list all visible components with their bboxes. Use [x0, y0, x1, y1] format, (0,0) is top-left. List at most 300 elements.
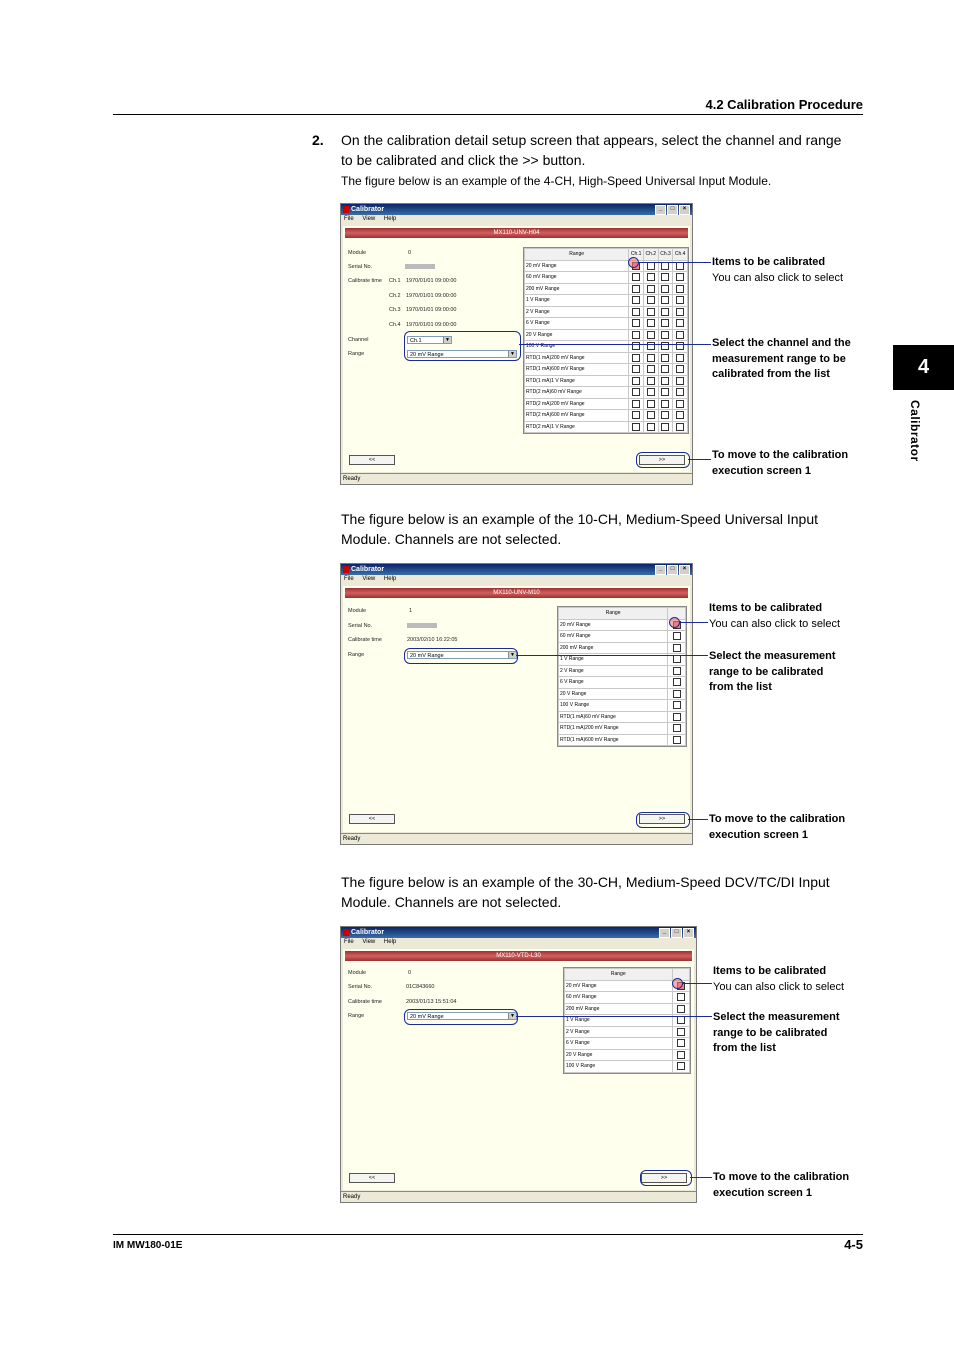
range-row	[525, 375, 688, 387]
module-label: Module	[348, 970, 367, 976]
checkbox-cell	[643, 421, 658, 433]
annotation-line: execution screen 1	[713, 1186, 813, 1199]
calibrate-checkbox[interactable]	[677, 1062, 685, 1070]
calibrate-checkbox[interactable]	[632, 354, 640, 362]
calibrate-checkbox[interactable]	[661, 331, 669, 339]
calibrate-checkbox[interactable]	[673, 713, 681, 721]
calibrate-checkbox[interactable]	[632, 423, 640, 431]
checkbox-cell	[673, 329, 688, 341]
annotation-line: Select the channel and the	[712, 337, 851, 349]
annotation-line: Select the measurement	[709, 650, 836, 662]
calib-time-label: Calibrate time	[348, 278, 382, 284]
checkbox-cell	[668, 734, 686, 746]
calibrate-checkbox[interactable]	[676, 285, 684, 293]
annotation-sub: You can also click to select	[709, 617, 841, 630]
doc-id: IM MW180-01E	[113, 1240, 183, 1251]
range-name[interactable]: 60 mV Range	[559, 631, 668, 643]
range-name[interactable]: 6 V Range	[525, 318, 629, 330]
annotation-select	[709, 649, 836, 696]
leader-line	[683, 983, 712, 984]
chevron-down-icon: ▼	[508, 1013, 516, 1019]
checkbox-cell	[643, 295, 658, 307]
range-row	[565, 1061, 690, 1073]
checkbox-cell	[643, 364, 658, 376]
calibrate-checkbox[interactable]	[632, 308, 640, 316]
checkbox-cell	[658, 398, 673, 410]
annotation-move	[709, 812, 845, 843]
calibrate-checkbox[interactable]	[647, 354, 655, 362]
range-name[interactable]: 20 V Range	[525, 329, 629, 341]
checkbox-cell	[673, 272, 688, 284]
checkbox-cell	[643, 410, 658, 422]
range-row	[559, 665, 686, 677]
range-column-header: Range	[559, 608, 668, 620]
range-name[interactable]: 20 mV Range	[559, 619, 668, 631]
range-name[interactable]: 60 mV Range	[565, 992, 673, 1004]
menu-help[interactable]: Help	[383, 576, 397, 582]
menu-view[interactable]: View	[362, 939, 376, 945]
checkbox-cell	[672, 992, 690, 1004]
range-name[interactable]: RTD(1 mA)60 mV Range	[559, 711, 668, 723]
module-label: Module	[348, 250, 367, 256]
calibrate-checkbox[interactable]	[676, 423, 684, 431]
calibrate-checkbox[interactable]	[676, 319, 684, 327]
menu-bar	[341, 215, 692, 224]
minimize-icon[interactable]: _	[655, 565, 666, 575]
range-row	[559, 642, 686, 654]
checkbox-cell	[629, 341, 644, 353]
calibrate-checkbox[interactable]	[676, 296, 684, 304]
range-grid	[523, 247, 689, 434]
checkbox-cell	[673, 375, 688, 387]
checkbox-cell	[629, 318, 644, 330]
calibrate-checkbox[interactable]	[661, 285, 669, 293]
next-button[interactable]: >>	[641, 1173, 687, 1183]
back-button[interactable]: <<	[349, 455, 395, 465]
calibrate-checkbox[interactable]	[676, 377, 684, 385]
calib-time: 2003/02/10 16:22:05	[407, 637, 458, 643]
checkbox-cell	[658, 341, 673, 353]
calibrate-checkbox[interactable]	[647, 296, 655, 304]
paragraph-2	[341, 509, 818, 549]
step-text-line: On the calibration detail setup screen that appears, select the channel and range	[341, 132, 842, 148]
calibrate-checkbox[interactable]	[661, 388, 669, 396]
range-name[interactable]: 200 mV Range	[565, 1003, 673, 1015]
minimize-icon[interactable]: _	[655, 205, 666, 215]
calibrate-checkbox[interactable]	[673, 667, 681, 675]
calibrate-checkbox[interactable]	[677, 1005, 685, 1013]
range-name[interactable]: 20 mV Range	[565, 980, 673, 992]
calibrate-checkbox[interactable]	[661, 354, 669, 362]
channel-select-value: Ch.1	[410, 338, 422, 344]
calibrate-checkbox[interactable]	[673, 644, 681, 652]
chevron-down-icon: ▼	[443, 337, 451, 343]
calibrate-checkbox[interactable]	[632, 411, 640, 419]
checkbox-cell	[673, 283, 688, 295]
window-title: Calibrator	[351, 566, 385, 573]
checkbox-cell	[673, 387, 688, 399]
range-name[interactable]: RTD(1 mA)200 mV Range	[559, 723, 668, 735]
calibrate-checkbox[interactable]	[677, 1016, 685, 1024]
annotation-line: from the list	[713, 1042, 776, 1054]
checkbox-cell	[658, 306, 673, 318]
range-name[interactable]: 20 V Range	[559, 688, 668, 700]
checkbox-cell	[658, 364, 673, 376]
range-name[interactable]: RTD(2 mA)60 mV Range	[525, 387, 629, 399]
calibrate-checkbox[interactable]	[647, 377, 655, 385]
range-name[interactable]: 1 V Range	[565, 1015, 673, 1027]
annotation-select	[713, 1010, 840, 1057]
checkbox-highlight	[669, 617, 680, 628]
range-row	[525, 410, 688, 422]
checkbox-cell	[643, 283, 658, 295]
checkbox-cell	[629, 398, 644, 410]
chapter-tab: 4	[893, 345, 954, 390]
range-row	[525, 352, 688, 364]
next-button-highlight	[636, 812, 690, 828]
channel-column-header: Ch.1	[629, 249, 644, 261]
range-name[interactable]: 200 mV Range	[559, 642, 668, 654]
calibrate-checkbox[interactable]	[647, 308, 655, 316]
range-name[interactable]: RTD(1 mA)1 V Range	[525, 375, 629, 387]
calibrate-checkbox[interactable]	[676, 331, 684, 339]
calibrate-checkbox[interactable]	[673, 736, 681, 744]
calibrate-checkbox[interactable]	[673, 655, 681, 663]
calibrate-checkbox[interactable]	[676, 354, 684, 362]
range-name[interactable]: 200 mV Range	[525, 283, 629, 295]
range-name[interactable]: 100 V Range	[559, 700, 668, 712]
calibrate-checkbox[interactable]	[676, 308, 684, 316]
step-text	[341, 130, 841, 170]
calib-time: 1970/01/01 09:00:00	[406, 307, 457, 313]
range-row	[565, 980, 690, 992]
annotation-line: execution screen 1	[712, 464, 812, 477]
leader-line	[519, 344, 711, 345]
module-banner: MX110-UNV-M10	[345, 588, 688, 598]
leader-line	[688, 819, 708, 820]
range-row	[525, 398, 688, 410]
checkbox-cell	[658, 318, 673, 330]
serial-value-blurred	[407, 623, 437, 628]
checkbox-cell	[668, 642, 686, 654]
calibrate-checkbox[interactable]	[661, 400, 669, 408]
calibrate-checkbox[interactable]	[677, 993, 685, 1001]
calibrate-checkbox[interactable]	[632, 365, 640, 373]
section-title: 4.2 Calibration Procedure	[705, 97, 863, 112]
range-row	[525, 329, 688, 341]
checkbox-cell	[629, 283, 644, 295]
calibrate-checkbox[interactable]	[661, 319, 669, 327]
annotation-sub: You can also click to select	[712, 271, 844, 284]
close-icon[interactable]: ×	[683, 928, 694, 938]
checkbox-cell	[673, 398, 688, 410]
annotation-line: To move to the calibration	[712, 449, 849, 461]
menu-view[interactable]: View	[362, 576, 376, 582]
checkbox-cell	[668, 677, 686, 689]
checkbox-cell	[672, 1049, 690, 1061]
calibrator-window-10ch	[340, 563, 693, 845]
checkbox-cell	[629, 364, 644, 376]
range-name[interactable]: 6 V Range	[559, 677, 668, 689]
checkbox-cell	[668, 700, 686, 712]
range-label: Range	[348, 351, 365, 357]
calibrate-checkbox[interactable]	[676, 365, 684, 373]
calibrate-checkbox[interactable]	[647, 423, 655, 431]
calibrate-checkbox[interactable]	[676, 273, 684, 281]
range-row	[559, 688, 686, 700]
range-select-value: 20 mV Range	[410, 1014, 444, 1020]
annotation-items	[709, 601, 840, 632]
checkbox-cell	[658, 375, 673, 387]
calib-ch: Ch.3	[389, 307, 401, 313]
checkbox-cell	[658, 295, 673, 307]
menu-help[interactable]: Help	[383, 939, 397, 945]
range-label: Range	[348, 652, 365, 658]
module-label: Module	[348, 608, 367, 614]
module-value: 0	[408, 970, 412, 976]
annotation-line: range to be calibrated	[713, 1026, 828, 1039]
minimize-icon[interactable]: _	[659, 928, 670, 938]
checkbox-cell	[643, 341, 658, 353]
calibrate-checkbox[interactable]	[676, 411, 684, 419]
checkbox-cell	[673, 295, 688, 307]
calibrate-checkbox[interactable]	[632, 296, 640, 304]
annotation-sub: You can also click to select	[713, 980, 845, 993]
checkbox-cell	[668, 665, 686, 677]
checkbox-highlight	[672, 978, 683, 989]
range-name[interactable]: 20 V Range	[565, 1049, 673, 1061]
calibrate-checkbox[interactable]	[647, 400, 655, 408]
module-value: 1	[409, 608, 413, 614]
range-name[interactable]: 100 V Range	[565, 1061, 673, 1073]
leader-line	[690, 1177, 712, 1178]
calibrate-checkbox[interactable]	[661, 411, 669, 419]
status-bar: Ready	[341, 473, 692, 484]
range-name[interactable]: RTD(2 mA)600 mV Range	[525, 410, 629, 422]
range-name[interactable]: 100 V Range	[525, 341, 629, 353]
checkbox-cell	[643, 306, 658, 318]
annotation-line: execution screen 1	[709, 828, 809, 841]
calibrate-checkbox[interactable]	[673, 678, 681, 686]
back-button[interactable]: <<	[349, 814, 395, 824]
close-icon[interactable]: ×	[679, 565, 690, 575]
menu-view[interactable]: View	[362, 216, 376, 222]
leader-line	[680, 622, 708, 623]
calib-time-label: Calibrate time	[348, 637, 382, 643]
step-note: The figure below is an example of the 4-CH, High-Speed Universal Input Module.	[341, 174, 772, 188]
status-bar: Ready	[341, 1191, 696, 1202]
window-content	[343, 949, 694, 1190]
calibrate-checkbox[interactable]	[632, 331, 640, 339]
range-row	[565, 1038, 690, 1050]
range-name[interactable]: 20 mV Range	[525, 260, 629, 272]
window-titlebar	[341, 927, 696, 938]
annotation-line: from the list	[709, 681, 772, 693]
serial-label: Serial No.	[348, 984, 373, 990]
calibrate-checkbox[interactable]	[676, 388, 684, 396]
annotation-line: range to be calibrated	[709, 665, 824, 678]
checkbox-cell	[658, 421, 673, 433]
calibrate-checkbox[interactable]	[676, 400, 684, 408]
range-name[interactable]: RTD(2 mA)200 mV Range	[525, 398, 629, 410]
calibrate-checkbox[interactable]	[661, 296, 669, 304]
range-grid	[557, 606, 687, 747]
next-button[interactable]: >>	[639, 455, 685, 465]
maximize-icon[interactable]: □	[667, 565, 678, 575]
annotation-select	[712, 336, 851, 383]
checkbox-cell	[629, 329, 644, 341]
checkbox-cell	[668, 711, 686, 723]
range-name[interactable]: 6 V Range	[565, 1038, 673, 1050]
annotation-items	[713, 964, 844, 995]
calibrate-checkbox[interactable]	[632, 400, 640, 408]
menu-file[interactable]: File	[344, 939, 354, 945]
maximize-icon[interactable]: □	[671, 928, 682, 938]
calib-time: 1970/01/01 09:00:00	[406, 278, 457, 284]
checkbox-cell	[673, 306, 688, 318]
range-name[interactable]: RTD(1 mA)600 mV Range	[559, 734, 668, 746]
range-name[interactable]: 60 mV Range	[525, 272, 629, 284]
range-select-highlight	[404, 331, 521, 361]
checkbox-cell	[643, 375, 658, 387]
calibrate-checkbox[interactable]	[647, 388, 655, 396]
calibrate-checkbox[interactable]	[647, 273, 655, 281]
calibrate-checkbox[interactable]	[661, 365, 669, 373]
range-name[interactable]: 2 V Range	[565, 1026, 673, 1038]
window-title: Calibrator	[351, 206, 385, 213]
calibrate-checkbox[interactable]	[647, 365, 655, 373]
range-name[interactable]: 1 V Range	[559, 654, 668, 666]
calibrate-checkbox[interactable]	[677, 1051, 685, 1059]
checkbox-cell	[658, 283, 673, 295]
range-row	[559, 677, 686, 689]
checkbox-cell	[643, 398, 658, 410]
page-number: 4-5	[844, 1237, 863, 1252]
next-button[interactable]: >>	[639, 814, 685, 824]
menu-help[interactable]: Help	[383, 216, 397, 222]
range-name[interactable]: 1 V Range	[525, 295, 629, 307]
leader-line	[639, 262, 711, 263]
menu-file[interactable]: File	[344, 216, 354, 222]
menu-bar	[341, 938, 696, 947]
serial-value-blurred	[405, 264, 435, 269]
checkbox-cell	[658, 352, 673, 364]
checkbox-cell	[673, 421, 688, 433]
window-titlebar	[341, 204, 692, 215]
calibrate-checkbox[interactable]	[647, 285, 655, 293]
range-column-header: Range	[565, 969, 673, 981]
calibrate-checkbox[interactable]	[661, 308, 669, 316]
calibrate-checkbox[interactable]	[632, 388, 640, 396]
range-name[interactable]: 2 V Range	[525, 306, 629, 318]
checkbox-cell	[673, 410, 688, 422]
checkbox-cell	[673, 318, 688, 330]
leader-line	[688, 459, 711, 460]
annotation-move	[712, 448, 848, 479]
calibrate-checkbox[interactable]	[632, 285, 640, 293]
back-button[interactable]: <<	[349, 1173, 395, 1183]
calib-time-label: Calibrate time	[348, 999, 382, 1005]
range-row	[525, 272, 688, 284]
annotation-title: Items to be calibrated	[709, 602, 823, 614]
paragraph-3	[341, 872, 830, 912]
checkbox-cell	[672, 1026, 690, 1038]
calibrate-checkbox[interactable]	[677, 1028, 685, 1036]
range-name[interactable]: RTD(2 mA)1 V Range	[525, 421, 629, 433]
calibrate-checkbox[interactable]	[632, 273, 640, 281]
range-row	[525, 341, 688, 353]
calibrate-checkbox[interactable]	[647, 319, 655, 327]
checkbox-cell	[673, 341, 688, 353]
menu-file[interactable]: File	[344, 576, 354, 582]
close-icon[interactable]: ×	[679, 205, 690, 215]
calib-time: 2003/01/13 15:51:04	[406, 999, 457, 1005]
calibrate-checkbox[interactable]	[677, 1039, 685, 1047]
range-row	[525, 295, 688, 307]
checkbox-cell	[643, 352, 658, 364]
calibrate-checkbox[interactable]	[661, 423, 669, 431]
serial-label: Serial No.	[348, 623, 373, 629]
range-row	[525, 318, 688, 330]
paragraph-line: Module. Channels are not selected.	[341, 894, 562, 910]
checkbox-cell	[629, 375, 644, 387]
app-icon	[343, 206, 349, 213]
maximize-icon[interactable]: □	[667, 205, 678, 215]
calibrate-checkbox[interactable]	[673, 724, 681, 732]
annotation-line: measurement range to be	[712, 352, 846, 365]
calibrate-checkbox[interactable]	[632, 319, 640, 327]
status-bar: Ready	[341, 833, 692, 844]
range-name[interactable]: 2 V Range	[559, 665, 668, 677]
range-select-value: 20 mV Range	[410, 352, 444, 358]
checkbox-cell	[643, 387, 658, 399]
annotation-move	[713, 1170, 849, 1201]
calibrate-checkbox[interactable]	[647, 411, 655, 419]
checkbox-cell	[643, 318, 658, 330]
range-name[interactable]: RTD(1 mA)600 mV Range	[525, 364, 629, 376]
checkbox-highlight	[628, 257, 639, 268]
annotation-title: Items to be calibrated	[712, 256, 826, 268]
checkbox-cell	[672, 1061, 690, 1073]
range-row	[565, 992, 690, 1004]
serial-value: 01C843660	[406, 984, 435, 990]
module-banner: MX110-VTD-L30	[345, 951, 692, 961]
checkbox-cell	[673, 364, 688, 376]
checkbox-cell	[629, 306, 644, 318]
chevron-down-icon: ▼	[508, 652, 516, 658]
checkbox-cell	[629, 387, 644, 399]
range-label: Range	[348, 1013, 365, 1019]
checkbox-cell	[673, 352, 688, 364]
range-row	[525, 421, 688, 433]
checkbox-cell	[668, 688, 686, 700]
checkbox-cell	[629, 421, 644, 433]
paragraph-line: The figure below is an example of the 30-CH, Medium-Speed DCV/TC/DI Input	[341, 874, 830, 890]
next-button-highlight	[640, 1170, 692, 1186]
calibrate-checkbox[interactable]	[632, 377, 640, 385]
calibrate-checkbox[interactable]	[673, 632, 681, 640]
calibrate-checkbox[interactable]	[673, 701, 681, 709]
calibrate-checkbox[interactable]	[661, 377, 669, 385]
calibrate-checkbox[interactable]	[661, 273, 669, 281]
range-select-value: 20 mV Range	[410, 653, 444, 659]
range-row	[559, 734, 686, 746]
paragraph-line: The figure below is an example of the 10-CH, Medium-Speed Universal Input	[341, 511, 819, 527]
range-name[interactable]: RTD(1 mA)200 mV Range	[525, 352, 629, 364]
checkbox-cell	[658, 387, 673, 399]
calibrate-checkbox[interactable]	[673, 690, 681, 698]
calibrate-checkbox[interactable]	[647, 331, 655, 339]
